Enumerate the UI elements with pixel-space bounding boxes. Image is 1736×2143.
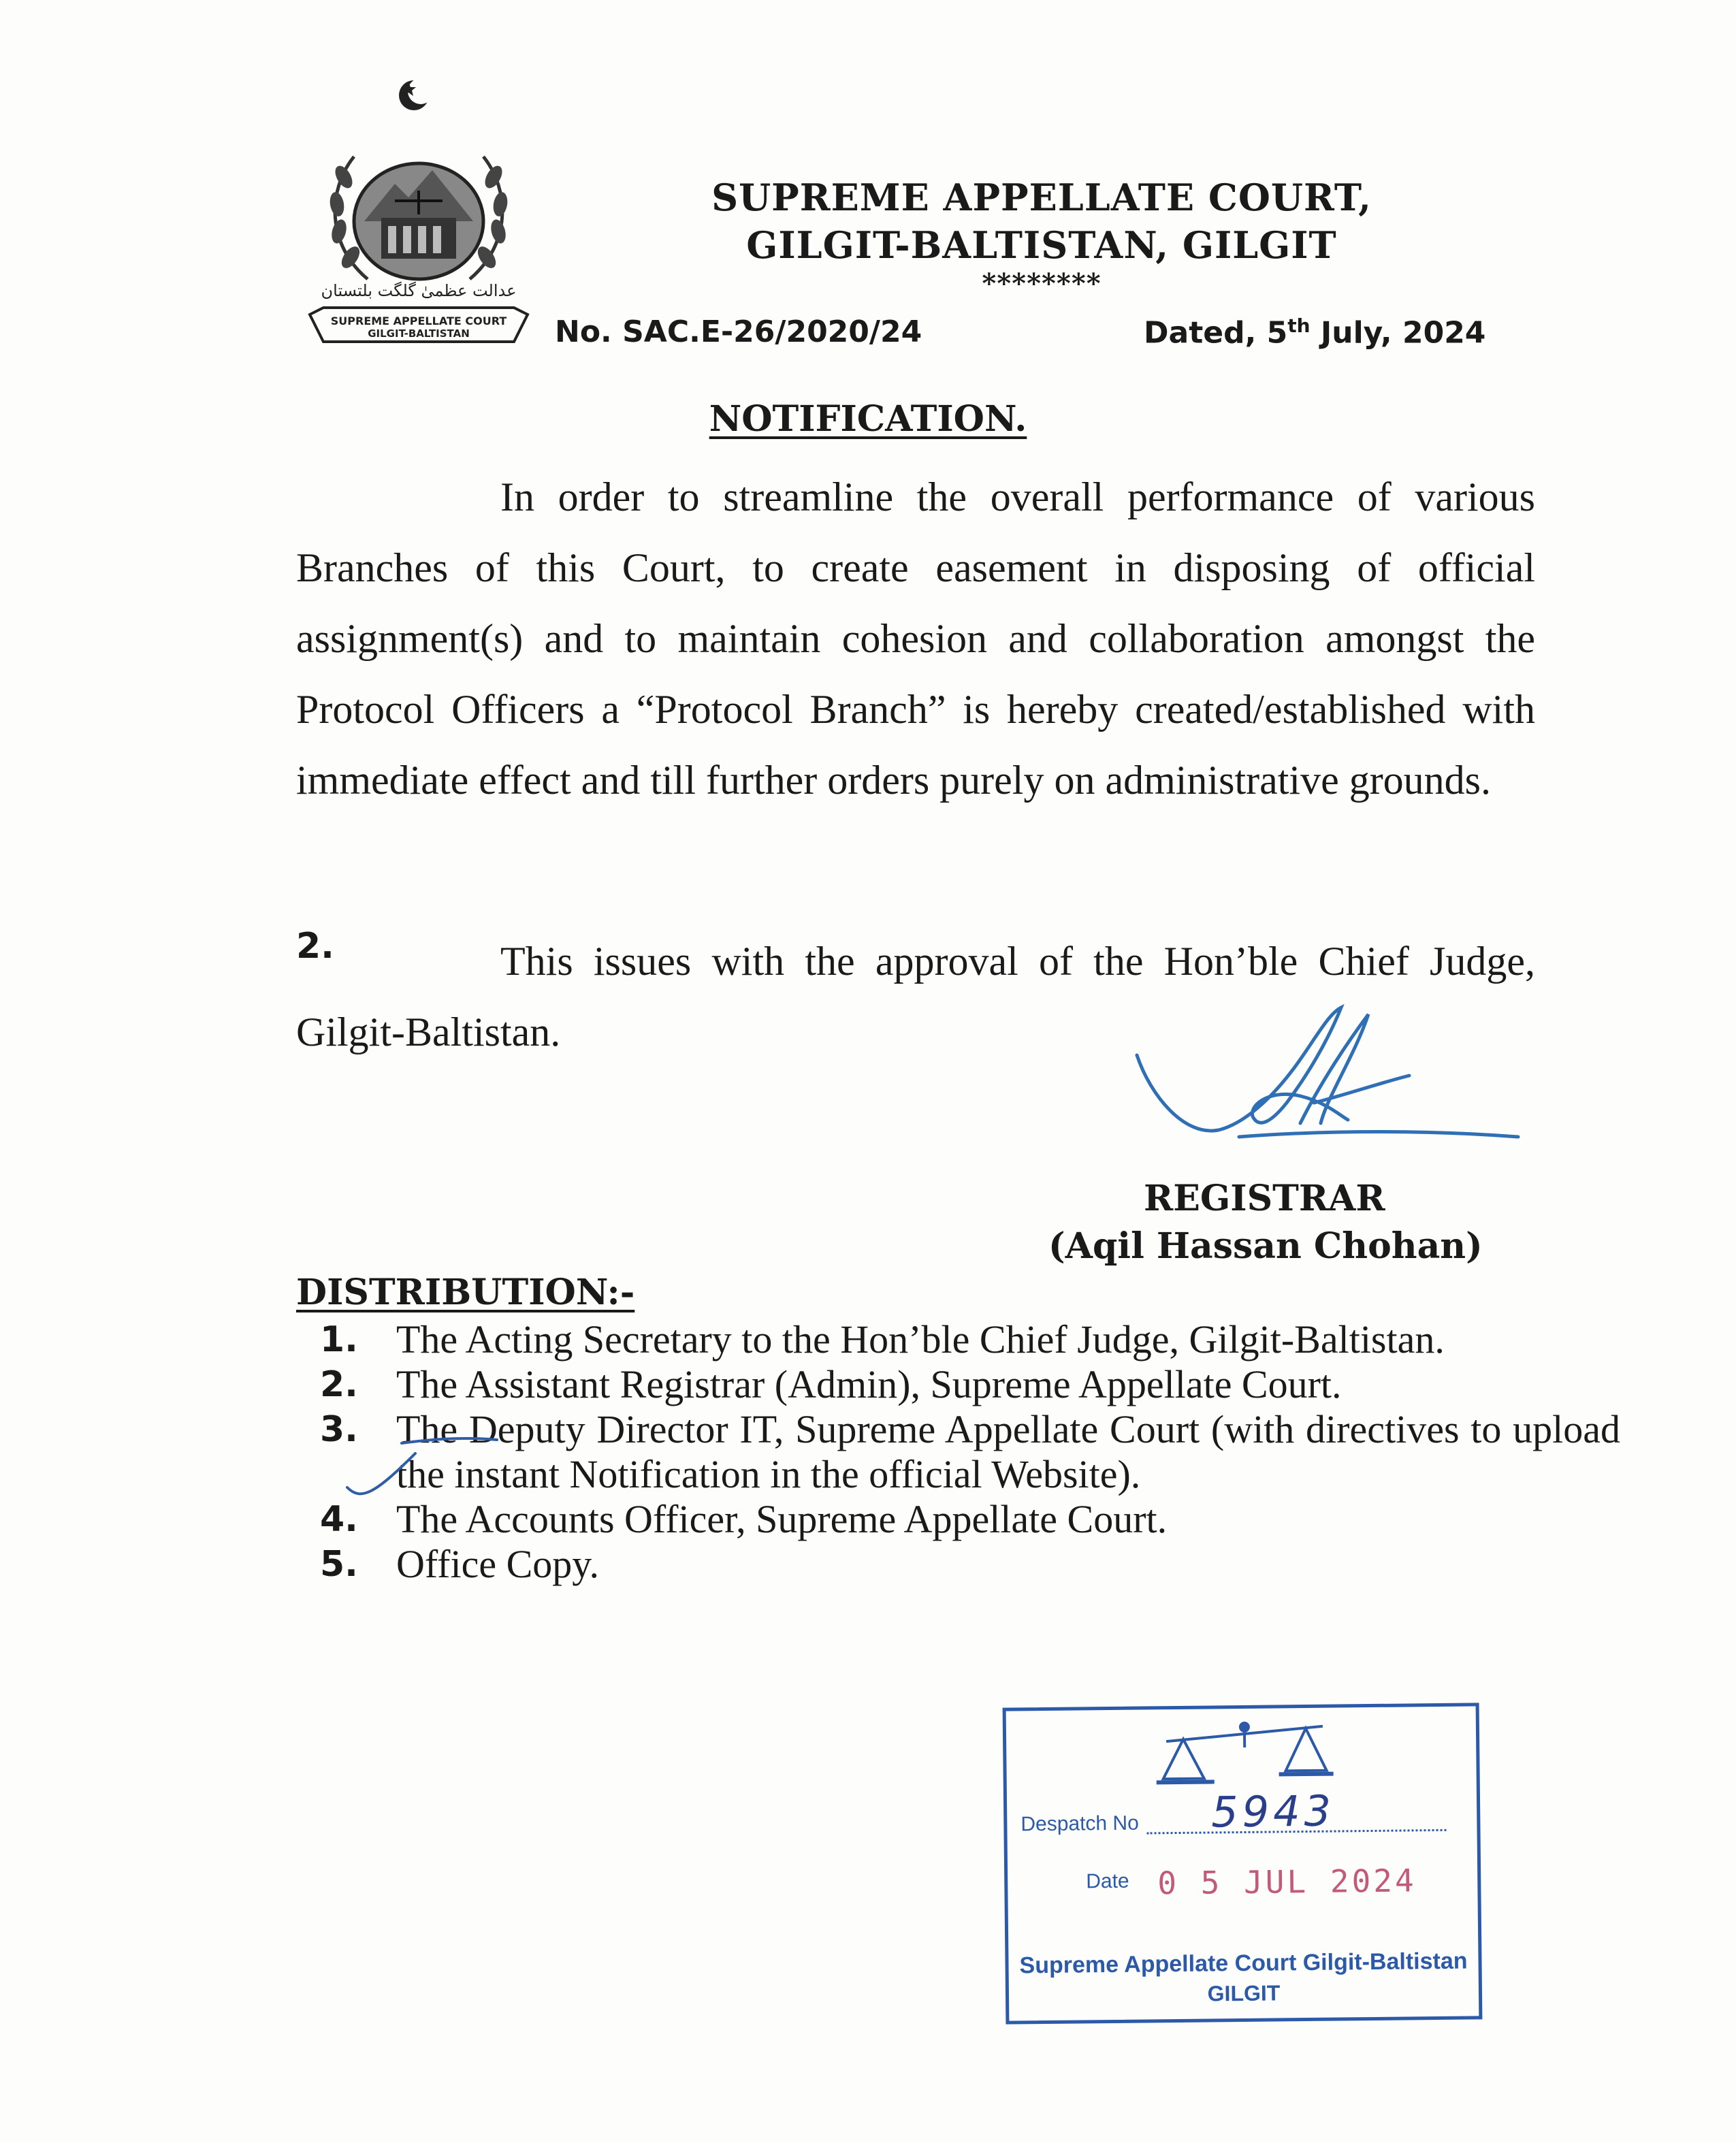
paragraph-2: This issues with the approval of the Hon’ble Chief Judge, Gilgit-Baltistan. [296,939,1535,1054]
stamp-date-value: 0 5 JUL 2024 [1157,1862,1417,1902]
distribution-heading: DISTRIBUTION:- [296,1272,635,1313]
tick-mark-icon [334,1413,524,1508]
court-name [599,174,1484,299]
list-item-number: 1. [320,1319,358,1360]
list-item-text: The Acting Secretary to the Hon’ble Chief Judge, Gilgit-Baltistan. [396,1317,1445,1361]
svg-text:SUPREME APPELLATE COURT: SUPREME APPELLATE COURT [330,315,507,327]
notification-heading-text: NOTIFICATION. [709,398,1027,440]
date-line [1144,315,1485,351]
court-emblem [306,75,531,347]
list-item-text: The Accounts Officer, Supreme Appellate Court. [396,1497,1168,1541]
list-item-text: Office Copy. [396,1542,599,1586]
signatory-name: (Aqil Hassan Chohan) [1048,1225,1483,1267]
list-item [320,1317,1620,1362]
list-item-number: 3. [320,1409,358,1450]
list-item-text: The Assistant Registrar (Admin), Supreme Appellate Court. [396,1362,1342,1406]
despatch-number: 5943 [1210,1786,1336,1837]
court-name-line1: SUPREME APPELLATE COURT, [711,176,1372,219]
list-item-number: 4. [320,1499,358,1540]
signatory-title: REGISTRAR [1144,1178,1385,1219]
paragraph-1: In order to streamline the overall performance of various Branches of this Court, to create easement in disposing of official assignment(s) and to maintain cohesion and collaboration amongst the Protocol Officers a “Protocol Branch” is hereby created/established with immediate effect and till further orders purely on administrative grounds. [296,474,1535,803]
scales-of-justice-icon [1153,1716,1337,1793]
signature [1123,1001,1532,1157]
notification-heading [0,398,1736,440]
signature-icon [1123,1001,1532,1157]
court-name-line2: GILGIT-BALTISTAN, GILGIT [746,223,1337,267]
stamp-city: GILGIT [1207,1980,1281,2006]
list-item-number: 5. [320,1544,358,1585]
stamp-court-name: Supreme Appellate Court Gilgit-Baltistan [1019,1948,1468,1979]
stamp-date-label: Date [1086,1869,1129,1893]
date-suffix: July, 2024 [1310,315,1486,351]
list-item-text: The Deputy Director IT, Supreme Appellate Court (with directives to upload the instant Notification in the official Website). [396,1407,1620,1496]
header-separator: ******** [982,268,1102,300]
list-item [320,1362,1620,1407]
despatch-stamp [1003,1703,1483,2024]
pen-tick-marks [334,1413,524,1508]
despatch-number-label: Despatch No [1020,1811,1139,1836]
date-prefix: Dated, 5 [1144,315,1288,351]
list-item [320,1542,1620,1587]
list-item-number: 2. [320,1364,358,1405]
svg-text:عدالت عظمیٰ گلگت بلتستان: عدالت عظمیٰ گلگت بلتستان [321,281,517,300]
paragraph-2-number: 2. [296,926,334,967]
reference-number: No. SAC.E-26/2020/24 [555,315,922,349]
svg-text:GILGIT-BALTISTAN: GILGIT-BALTISTAN [368,327,470,340]
emblem-icon [306,75,531,347]
date-ordinal: th [1287,315,1311,337]
